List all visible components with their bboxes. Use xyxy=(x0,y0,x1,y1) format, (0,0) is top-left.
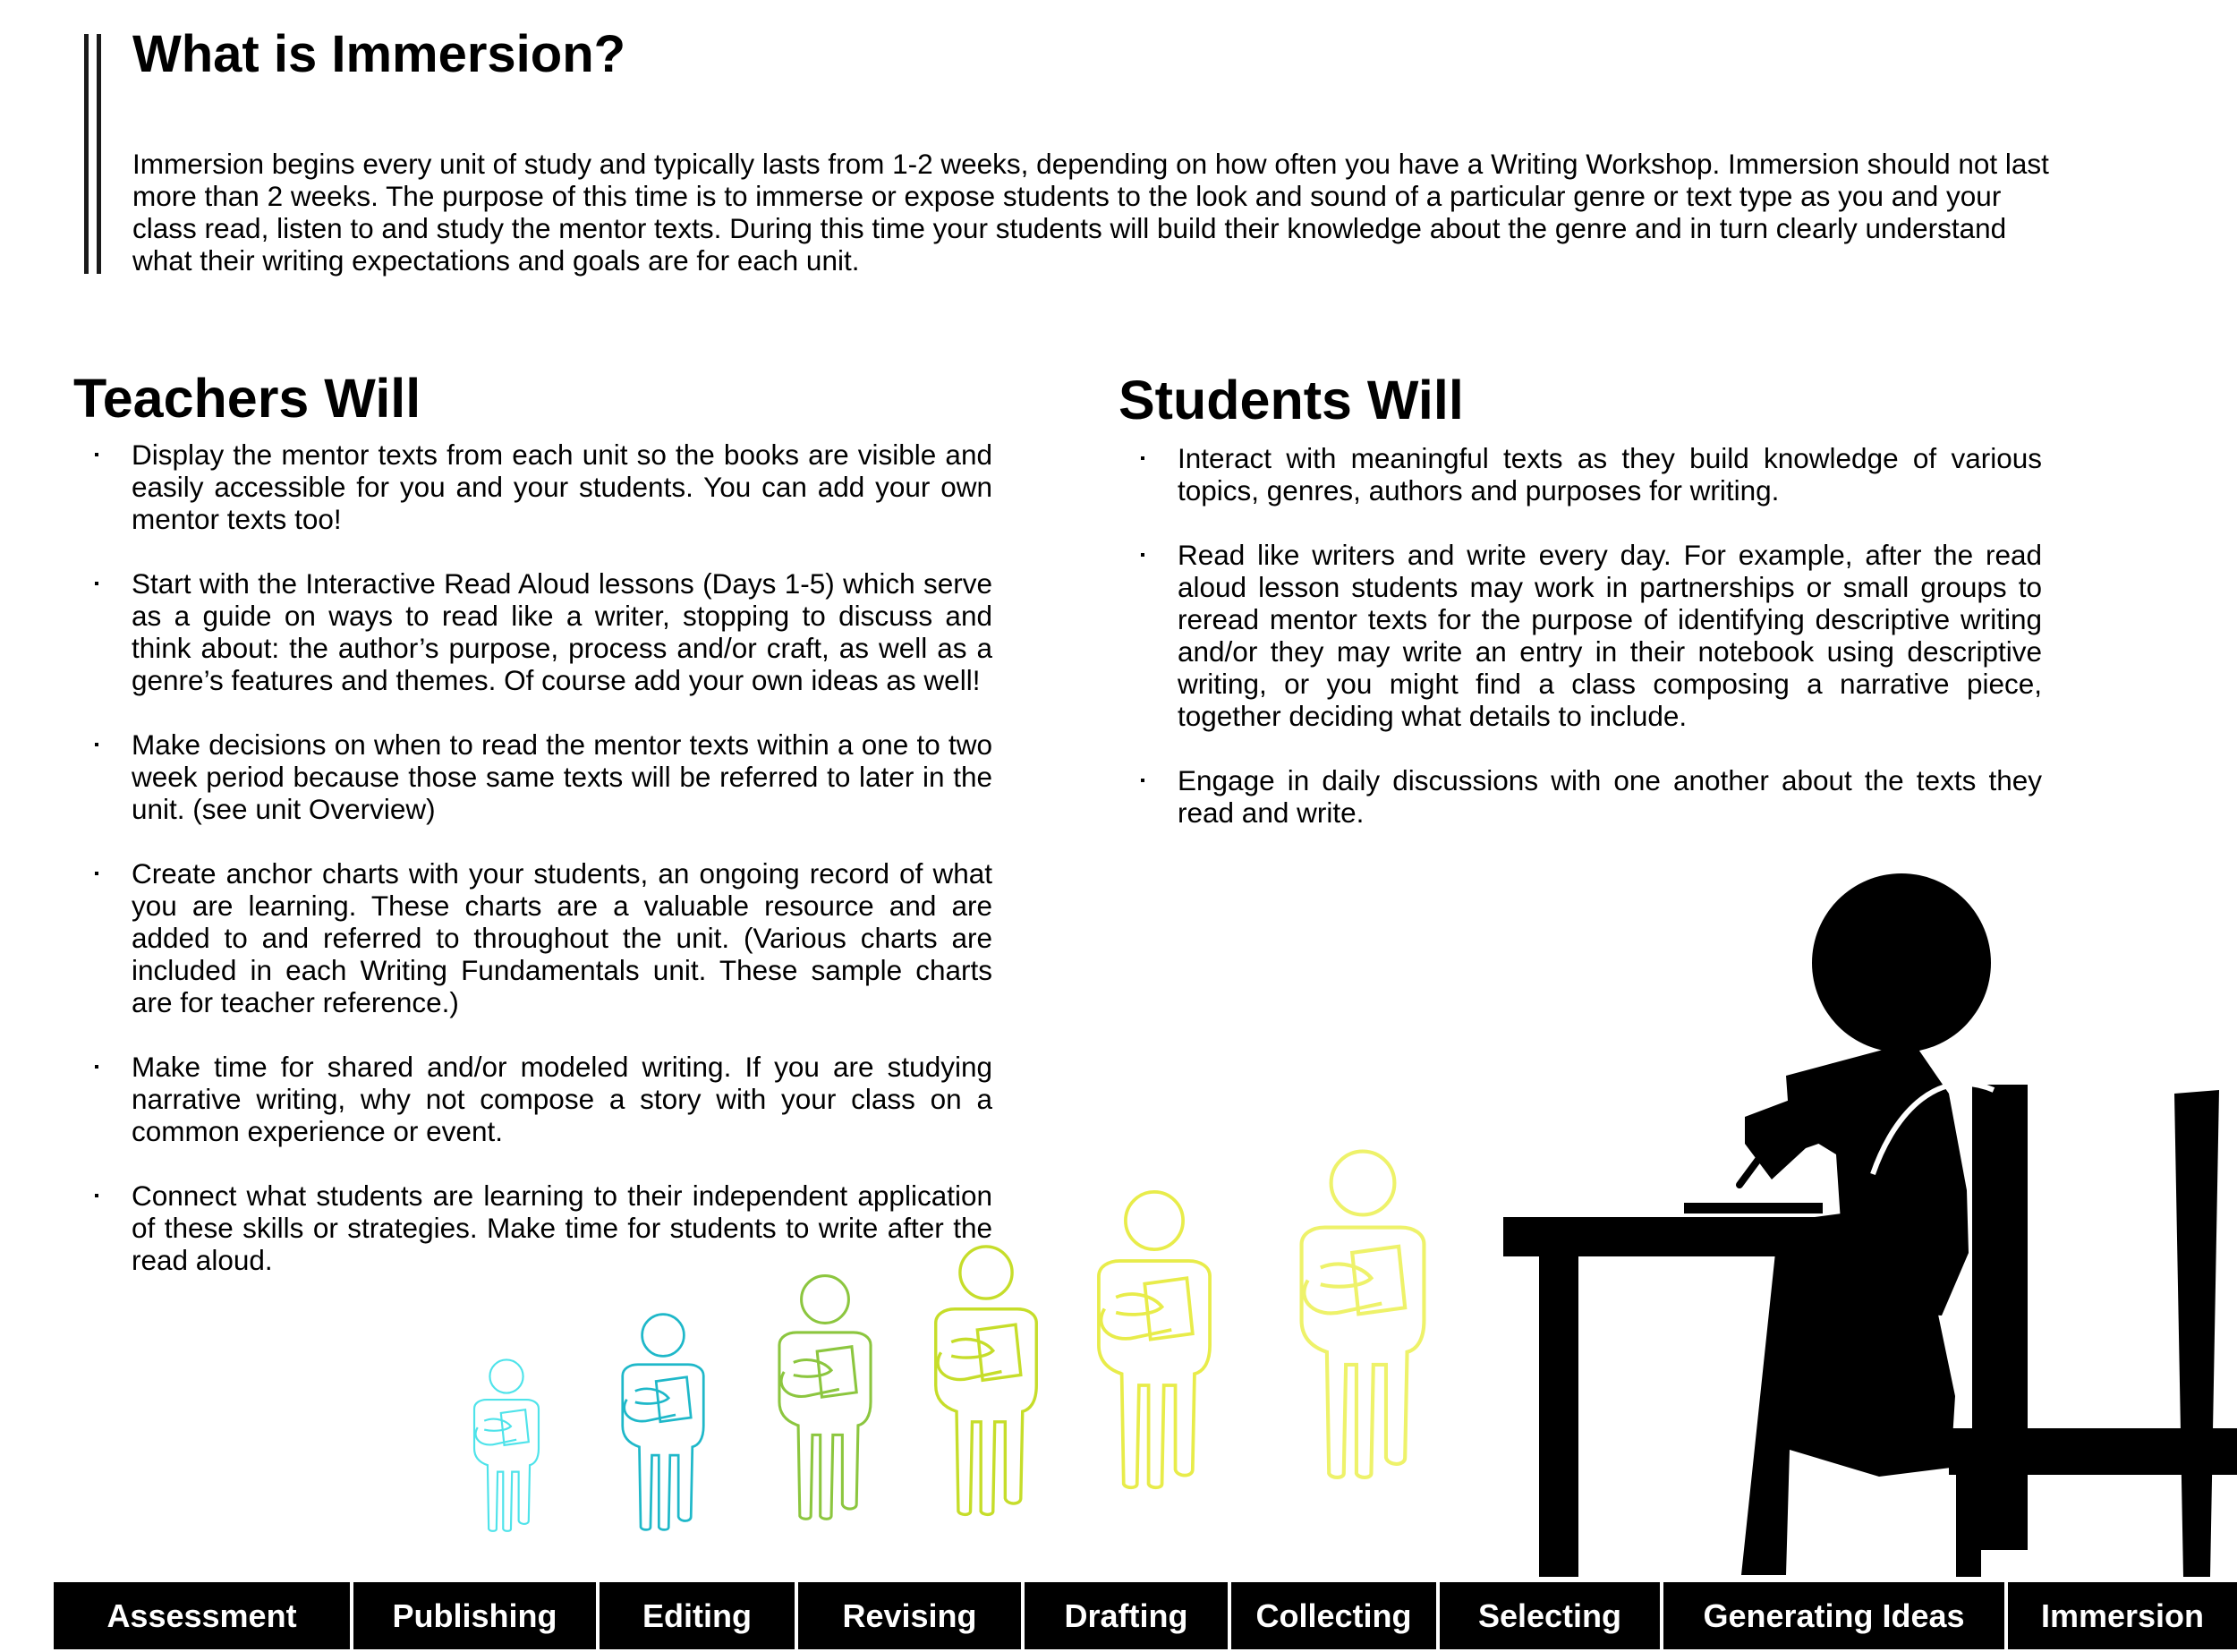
list-item: Connect what students are learning to their independent application of these skills or strategies. Make time for students to write after the read aloud. xyxy=(132,1179,992,1276)
student-figure-icon xyxy=(779,1276,871,1520)
stage-publishing: Publishing xyxy=(353,1582,600,1649)
stage-generating-ideas: Generating Ideas xyxy=(1663,1582,2008,1649)
student-figure-icon xyxy=(1302,1152,1425,1477)
list-item: Interact with meaningful texts as they build knowledge of various topics, genres, authors and purposes for writing. xyxy=(1178,442,2042,507)
stage-drafting: Drafting xyxy=(1025,1582,1231,1649)
student-figure-icon xyxy=(623,1315,703,1530)
student-figure-icon xyxy=(936,1247,1037,1514)
stage-immersion: Immersion xyxy=(2040,1597,2205,1634)
list-item: Engage in daily discussions with one another about the texts they read and write. xyxy=(1178,764,2042,829)
students-heading: Students Will xyxy=(1118,370,1464,430)
student-figures xyxy=(474,1152,1424,1531)
writer-at-desk-icon xyxy=(1503,873,2237,1577)
stage-revising: Revising xyxy=(798,1582,1025,1649)
student-figure-icon xyxy=(474,1359,539,1530)
list-item: Display the mentor texts from each unit so the books are visible and easily accessible for you and your students. You can add your own mentor texts too! xyxy=(132,439,992,535)
list-item: Create anchor charts with your students, an ongoing record of what you are learning. These charts are a valuable resource and are added to and referred to throughout the unit. (Various charts are included in each Writing Fundamentals unit. These sample charts are for teacher reference.) xyxy=(132,857,992,1018)
stage-editing: Editing xyxy=(600,1582,798,1649)
list-item: Make decisions on when to read the mentor texts within a one to two week period because those same texts will be referred to later in the unit. (see unit Overview) xyxy=(132,728,992,825)
intro-paragraph: Immersion begins every unit of study and typically lasts from 1-2 weeks, depending on how often you have a Writing Workshop. Immersion should not last more than 2 weeks. The purpose of this time is to immerse or expose students to the look and sound of a particular genre or text type as you and your class read, listen to and study the mentor texts. During this time your students will build their knowledge about the genre and in turn clearly understand what their writing expectations and goals are for each unit. xyxy=(132,148,2049,277)
teachers-heading: Teachers Will xyxy=(73,368,421,429)
page-title: What is Immersion? xyxy=(132,25,626,83)
stage-assessment: Assessment xyxy=(54,1582,353,1649)
student-figure-icon xyxy=(1099,1192,1210,1487)
stage-selecting: Selecting xyxy=(1440,1582,1663,1649)
writing-process-bar xyxy=(54,1582,2237,1649)
stage-collecting: Collecting xyxy=(1231,1582,1440,1649)
list-item: Start with the Interactive Read Aloud lessons (Days 1-5) which serve as a guide on ways to read like a writer, stopping to discuss and think about: the author’s purpose, process and/or craft, as well as a genre’s features and themes. Of course add your own ideas as well! xyxy=(132,567,992,696)
list-item: Make time for shared and/or modeled writing. If you are studying narrative writing, why not compose a story with your class on a common experience or event. xyxy=(132,1051,992,1147)
list-item: Read like writers and write every day. For example, after the read aloud lesson students may work in partnerships or small groups to reread mentor texts for the purpose of identifying descriptive writing and/or they may write an entry in their notebook using descriptive writing, or you might find a class composing a narrative piece, together deciding what details to include. xyxy=(1178,539,2042,732)
